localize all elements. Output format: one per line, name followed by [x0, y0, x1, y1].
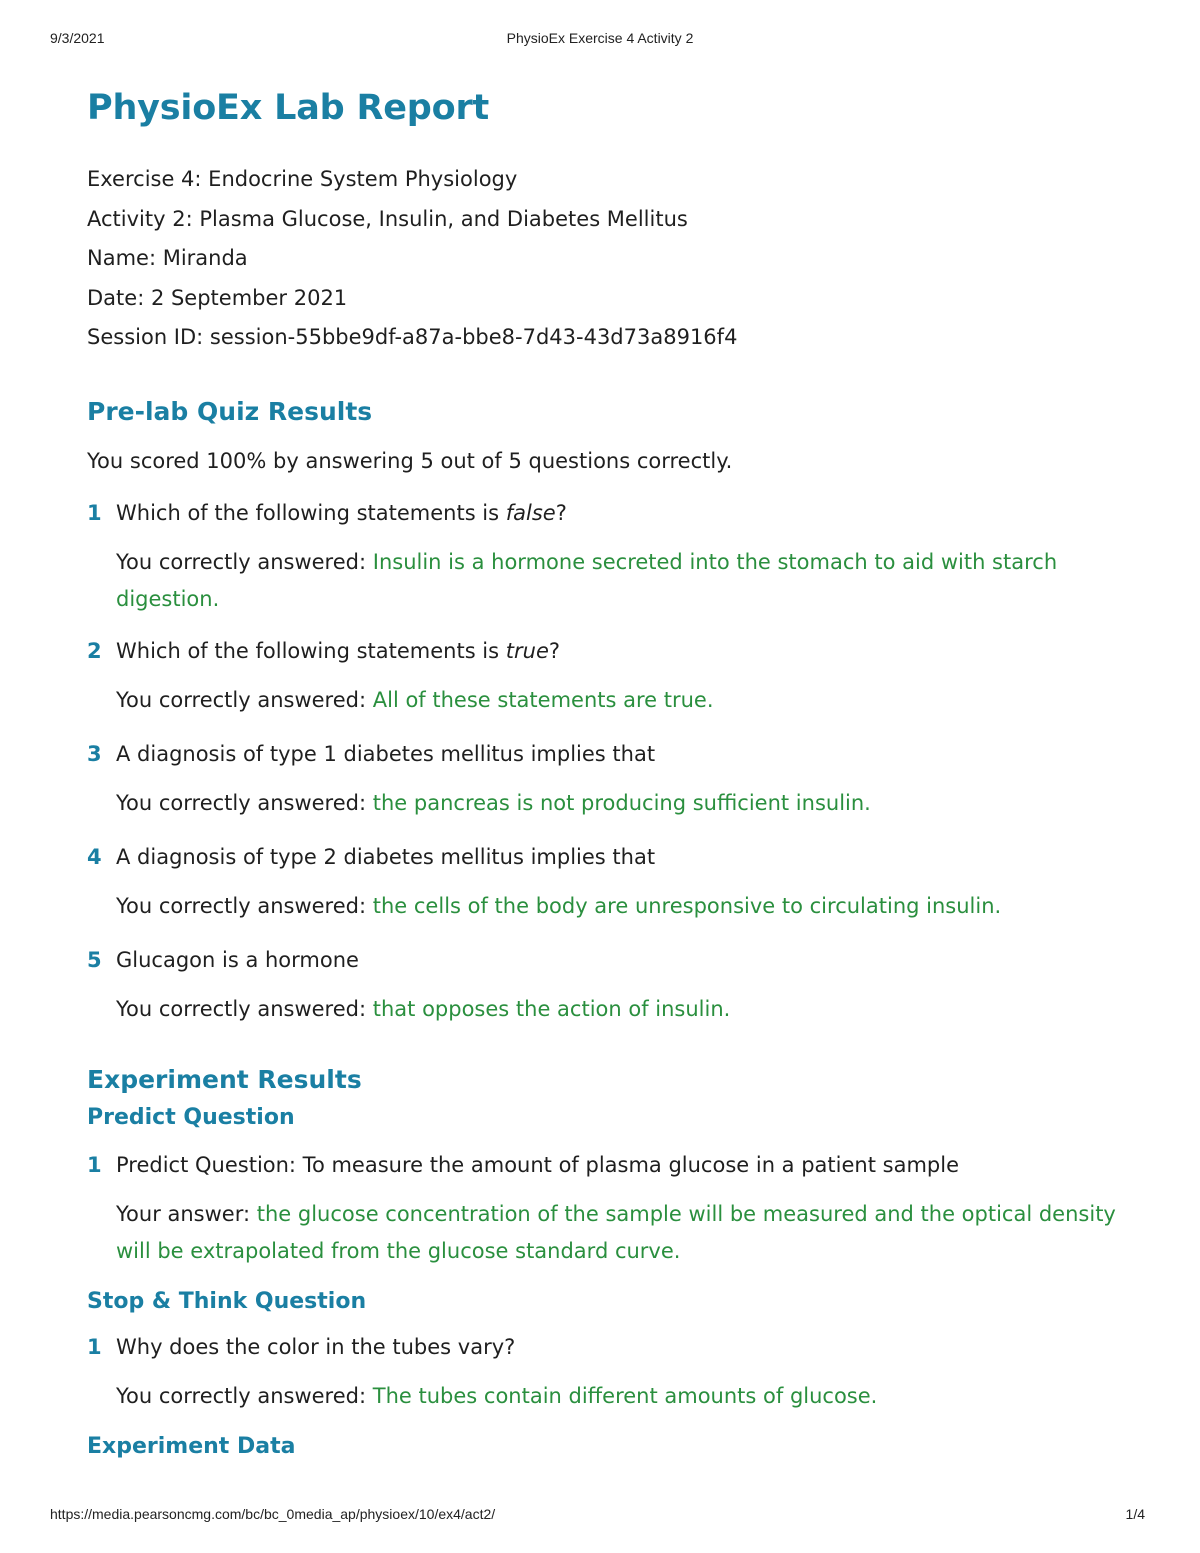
quiz-question: 1 Which of the following statements is false?	[87, 498, 1147, 528]
quiz-answer: You correctly answered: the pancreas is not producing sufficient insulin.	[116, 790, 871, 815]
predict-answer-text: the glucose concentration of the sample will be measured and the optical density will be extrapolated from the glucose standard curve.	[116, 1201, 1116, 1263]
quiz-score: You scored 100% by answering 5 out of 5 questions correctly.	[87, 448, 733, 473]
correct-answer: Insulin is a hormone secreted into the stomach to aid with starch digestion.	[116, 549, 1058, 611]
quiz-answer: You correctly answered: All of these statements are true.	[116, 687, 714, 712]
print-footer	[50, 1506, 1150, 1526]
stop-think-heading: Stop & Think Question	[87, 1288, 367, 1314]
name-line: Name: Miranda	[87, 246, 248, 270]
predict-heading: Predict Question	[87, 1104, 295, 1130]
activity-line: Activity 2: Plasma Glucose, Insulin, and Diabetes Mellitus	[87, 206, 688, 231]
question-number: 1	[87, 500, 102, 525]
quiz-question: 3 A diagnosis of type 1 diabetes mellitus implies that	[87, 739, 1147, 769]
report-title: PhysioEx Lab Report	[87, 88, 490, 128]
quiz-answer: You correctly answered: Insulin is a hormone secreted into the stomach to aid with starch digestion.	[116, 549, 1058, 611]
predict-question: 1 Predict Question: To measure the amount of plasma glucose in a patient sample	[87, 1150, 1147, 1180]
page-number: 1/4	[1125, 1506, 1145, 1522]
quiz-answer: You correctly answered: the cells of the body are unresponsive to circulating insulin.	[116, 893, 1002, 918]
experiment-data-heading: Experiment Data	[87, 1433, 296, 1459]
quiz-question: 5 Glucagon is a hormone	[87, 945, 1147, 975]
question-number: 1	[87, 1152, 102, 1177]
question-number: 2	[87, 638, 102, 663]
question-number: 3	[87, 741, 102, 766]
predict-answer: Your answer: the glucose concentration of the sample will be measured and the optical density will be extrapolated from the glucose standard curve.	[116, 1201, 1116, 1263]
stop-think-answer: You correctly answered: The tubes contain different amounts of glucose.	[116, 1383, 878, 1408]
question-number: 1	[87, 1334, 102, 1359]
date-line: Date: 2 September 2021	[87, 285, 348, 310]
report-meta	[87, 160, 1147, 358]
quiz-answer: You correctly answered: that opposes the action of insulin.	[116, 996, 731, 1021]
correct-answer: the pancreas is not producing sufficient insulin.	[372, 790, 871, 815]
prelab-heading: Pre-lab Quiz Results	[87, 396, 373, 426]
report-content	[87, 82, 1147, 1463]
question-number: 5	[87, 947, 102, 972]
experiment-heading: Experiment Results	[87, 1064, 362, 1094]
quiz-question: 2 Which of the following statements is true?	[87, 636, 1147, 666]
print-header	[50, 30, 1150, 50]
correct-answer: All of these statements are true.	[372, 687, 714, 712]
correct-answer: the cells of the body are unresponsive to circulating insulin.	[372, 893, 1002, 918]
print-date: 9/3/2021	[50, 30, 105, 46]
correct-answer: that opposes the action of insulin.	[372, 996, 731, 1021]
question-number: 4	[87, 844, 102, 869]
session-line: Session ID: session-55bbe9df-a87a-bbe8-7d43-43d73a8916f4	[87, 325, 738, 349]
stop-think-question: 1 Why does the color in the tubes vary?	[87, 1332, 1147, 1362]
exercise-line: Exercise 4: Endocrine System Physiology	[87, 167, 518, 191]
quiz-question: 4 A diagnosis of type 2 diabetes mellitus implies that	[87, 842, 1147, 872]
stop-think-answer-text: The tubes contain different amounts of glucose.	[372, 1383, 878, 1408]
print-page-title: PhysioEx Exercise 4 Activity 2	[506, 30, 694, 46]
page-url: https://media.pearsoncmg.com/bc/bc_0media_ap/physioex/10/ex4/act2/	[50, 1506, 496, 1522]
